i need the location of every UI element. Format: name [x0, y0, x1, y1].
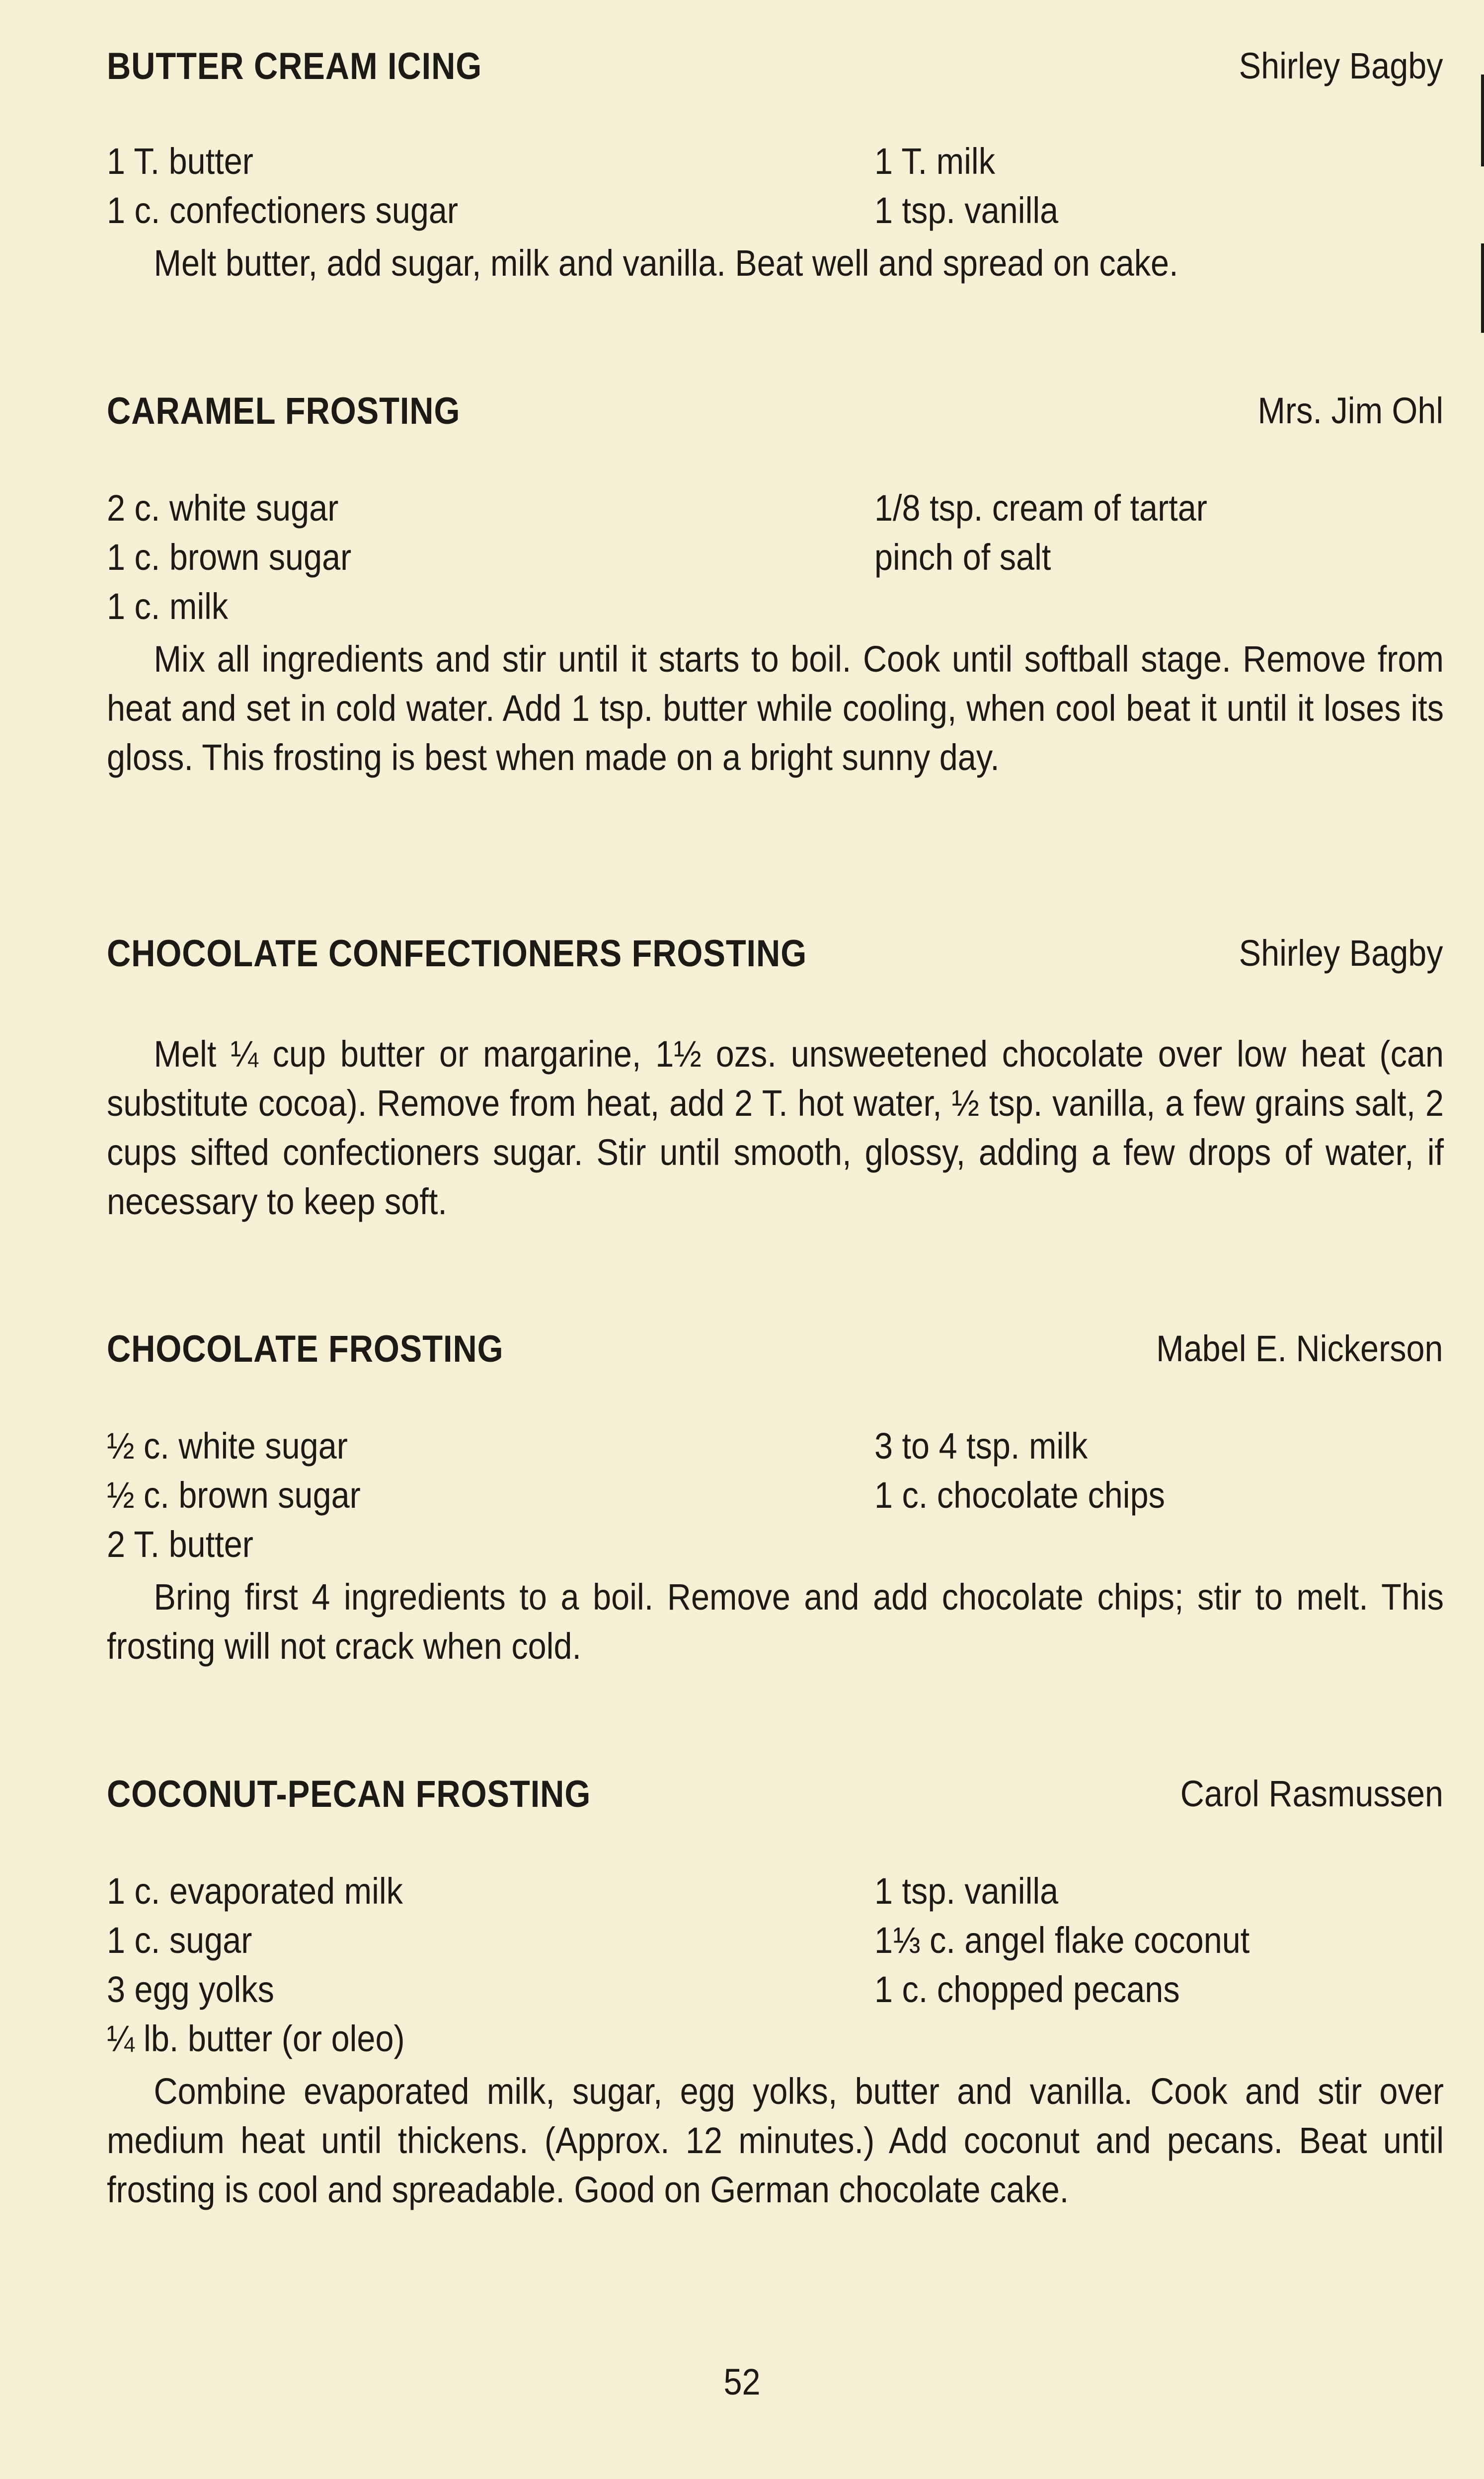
recipe-title: CHOCOLATE CONFECTIONERS FROSTING	[107, 932, 807, 975]
recipe-author: Shirley Bagby	[1239, 45, 1443, 86]
ingredient-item: 1 c. confectioners sugar	[107, 190, 459, 231]
ingredient-item: 1 T. milk	[874, 141, 996, 182]
recipe-chocolate-frosting	[107, 1327, 1443, 1671]
ingredient-row	[107, 1425, 1443, 1474]
recipe-chocolate-confectioners-frosting	[107, 932, 1443, 1226]
recipe-caramel-frosting	[107, 389, 1443, 782]
ingredient-item: 1 T. butter	[107, 141, 253, 182]
ingredient-list	[107, 1425, 1443, 1572]
ingredient-item: 1 c. brown sugar	[107, 537, 352, 578]
recipe-title: COCONUT-PECAN FROSTING	[107, 1773, 591, 1815]
ingredient-row	[107, 536, 1443, 585]
ingredient-item: 1 tsp. vanilla	[874, 190, 1059, 231]
page-number: 52	[723, 2361, 761, 2402]
ingredient-item: 1⅓ c. angel flake coconut	[874, 1920, 1250, 1961]
ingredient-item: 1 c. evaporated milk	[107, 1870, 403, 1912]
ingredient-item: pinch of salt	[874, 537, 1051, 578]
ingredient-row	[107, 1968, 1443, 2017]
ingredient-list	[107, 487, 1443, 634]
ingredient-row	[107, 140, 1443, 189]
recipe-instructions: Melt ¼ cup butter or margarine, 1½ ozs. unsweetened chocolate over low heat (can substitute cocoa). Remove from heat, add 2 T. hot water, ½ tsp. vanilla, a few grains salt, 2 cups sifted confectioners sugar. Stir until smooth, glossy, adding a few drops of water, if necessary to keep soft.	[107, 1033, 1444, 1222]
ingredient-row	[107, 1870, 1443, 1919]
recipe-butter-cream-icing	[107, 45, 1443, 288]
ingredient-item: 1 c. chocolate chips	[874, 1474, 1165, 1516]
ingredient-row	[107, 2017, 1443, 2067]
ingredient-item: 1 c. sugar	[107, 1920, 252, 1961]
ingredient-item: ½ c. brown sugar	[107, 1474, 361, 1516]
ingredient-row	[107, 1919, 1443, 1968]
ingredient-list	[107, 1870, 1443, 2067]
recipe-instructions: Combine evaporated milk, sugar, egg yolks, butter and vanilla. Cook and stir over medium heat until thickens. (Approx. 12 minutes.) Add coconut and pecans. Beat until frosting is cool and spreadable. Good on German chocolate cake.	[107, 2071, 1444, 2210]
recipe-instructions: Melt butter, add sugar, milk and vanilla. Beat well and spread on cake.	[154, 242, 1178, 284]
ingredient-list	[107, 140, 1443, 238]
ingredient-item: ¼ lb. butter (or oleo)	[107, 2018, 405, 2059]
ingredient-item: 1 tsp. vanilla	[874, 1870, 1059, 1912]
ingredient-item: 2 c. white sugar	[107, 487, 339, 529]
ingredient-item: 1/8 tsp. cream of tartar	[874, 487, 1207, 529]
recipe-author: Carol Rasmussen	[1180, 1773, 1443, 1814]
ingredient-item: 3 to 4 tsp. milk	[874, 1425, 1088, 1467]
recipe-title: BUTTER CREAM ICING	[107, 45, 482, 87]
recipe-author: Mrs. Jim Ohl	[1257, 390, 1443, 431]
ingredient-item: 1 c. milk	[107, 586, 229, 627]
ingredient-row	[107, 1523, 1443, 1572]
ingredient-row	[107, 487, 1443, 536]
ingredient-item: 2 T. butter	[107, 1524, 253, 1565]
recipe-instructions: Bring first 4 ingredients to a boil. Remove and add chocolate chips; stir to melt. This frosting will not crack when cold.	[107, 1576, 1444, 1667]
recipe-coconut-pecan-frosting	[107, 1773, 1443, 2214]
ingredient-item: ½ c. white sugar	[107, 1425, 348, 1467]
ingredient-item: 3 egg yolks	[107, 1969, 274, 2010]
ingredient-row	[107, 585, 1443, 634]
page-edge-mark	[1481, 75, 1484, 166]
recipe-instructions: Mix all ingredients and stir until it starts to boil. Cook until softball stage. Remove from heat and set in cold water. Add 1 tsp. butter while cooling, when cool beat it until it loses its gloss. This frosting is best when made on a bright sunny day.	[107, 638, 1444, 778]
page-edge-mark	[1481, 243, 1484, 333]
recipe-title: CARAMEL FROSTING	[107, 390, 461, 432]
recipe-title: CHOCOLATE FROSTING	[107, 1328, 504, 1370]
recipe-author: Mabel E. Nickerson	[1156, 1328, 1443, 1369]
ingredient-row	[107, 1474, 1443, 1523]
recipe-author: Shirley Bagby	[1239, 932, 1443, 974]
ingredient-item: 1 c. chopped pecans	[874, 1969, 1180, 2010]
ingredient-row	[107, 189, 1443, 238]
